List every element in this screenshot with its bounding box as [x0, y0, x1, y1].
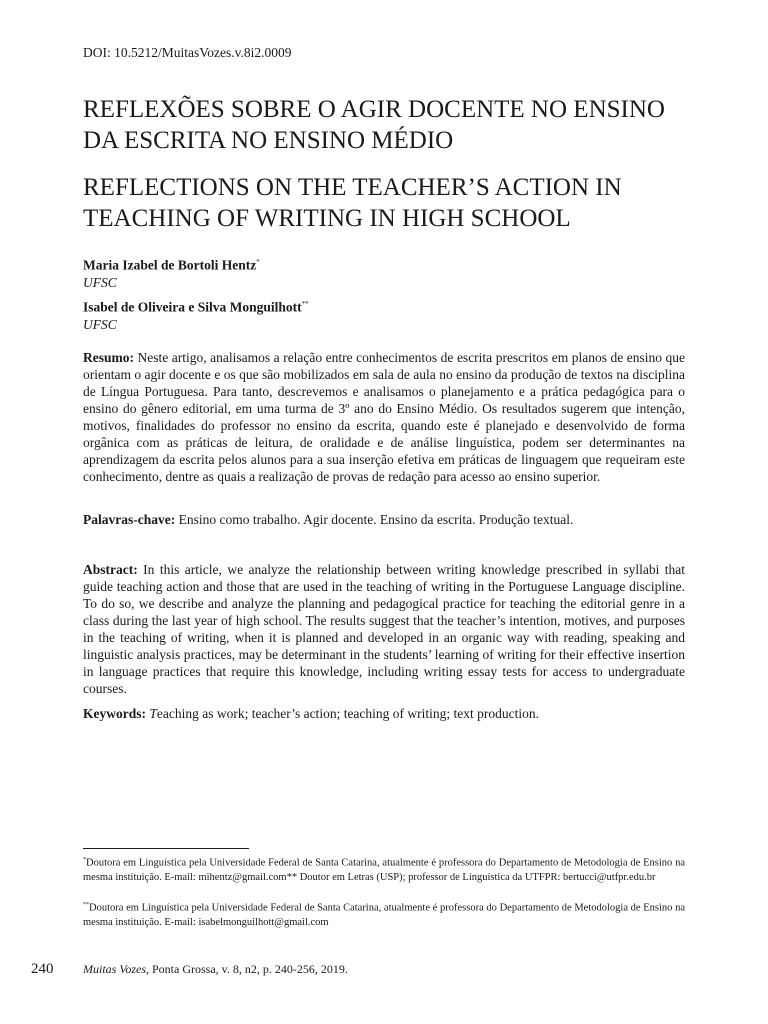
running-footer: [83, 962, 348, 977]
journal-name: Muitas Vozes: [83, 962, 146, 976]
footnote-marker: *: [256, 258, 260, 266]
author-name: Maria Izabel de Bortoli Hentz: [83, 257, 257, 273]
doi: DOI: 10.5212/MuitasVozes.v.8i2.0009: [83, 45, 292, 60]
resumo-text: Neste artigo, analisamos a relação entre conhecimentos de escrita prescritos em planos de ensino que orientam o agir docente e os que são mobilizados em sala de aula no ensino da produção de textos na disciplina de Língua Portuguesa. Para tanto, descrevemos e analisamos o planejamento e a prática pedagógica para o ensino do gênero editorial, em uma turma de 3º ano do Ensino Médio. Os resultados sugerem que intenção, motivos, finalidades do professor no ensino da escrita, quando este é planejado e desenvolvido de forma orgânica com as práticas de leitura, de oralidade e de análise linguística, podem ser determinantes na aprendizagem da escrita pelos alunos para a sua inserção efetiva em práticas de linguagem que requeiram este conhecimento, dentre as quais a realização de provas de redação para acesso ao ensino superior.: [83, 350, 686, 484]
footnote-marker: **: [83, 902, 89, 908]
abstract-text: In this article, we analyze the relationship between writing knowledge prescribed in syllabi that guide teaching action and those that are used in the teaching of writing in the Portuguese Language discipline. To do so, we describe and analyze the planning and pedagogical practice for teaching the editorial genre in a class during the last year of high school. The results suggest that the teacher’s intention, motives, and purposes in the teaching of writing, when it is planned and developed in an organic way with reading, speaking and linguistic analysis practices, may be determinant in the students’ learning of writing for their effective insertion in language practices that require this knowledge, including writing essay tests for access to undergraduate courses.: [83, 562, 685, 696]
resumo-label: Resumo:: [83, 350, 134, 365]
abstract-paragraph: [83, 561, 685, 697]
author-1: [83, 254, 260, 291]
title-portuguese: REFLEXÕES SOBRE O AGIR DOCENTE NO ENSINO DA ESCRITA NO ENSINO MÉDIO: [83, 96, 665, 154]
keywords-first-letter: T: [149, 706, 157, 721]
author-name: Isabel de Oliveira e Silva Monguilhott: [83, 299, 302, 315]
footnote-marker: *: [83, 857, 86, 863]
footnote-text: Doutora em Linguística pela Universidade Federal de Santa Catarina, atualmente é professora do Departamento de Metodologia de Ensino na mesma instituição. E-mail: isabelmonguilhott@gmail.com: [83, 902, 685, 928]
author-affiliation: UFSC: [83, 316, 117, 332]
footnote-text: Doutora em Linguística pela Universidade Federal de Santa Catarina, atualmente é professora do Departamento de Metodologia de Ensino na mesma instituição. E-mail: mihentz@gmail.com** Doutor em Letras (USP); professor de Linguística da UTFPR: bertucci@utfpr.edu.br: [83, 857, 685, 883]
palavras-chave-label: Palavras-chave:: [83, 512, 176, 527]
keywords-label: Keywords:: [83, 706, 146, 721]
footnote-divider: [83, 848, 249, 849]
abstract-label: Abstract:: [83, 562, 138, 577]
author-2: [83, 296, 309, 333]
footnote-marker: **: [301, 300, 309, 308]
citation-details: , Ponta Grossa, v. 8, n2, p. 240-256, 2019.: [146, 962, 348, 976]
keywords-paragraph: [83, 705, 685, 722]
resumo-paragraph: [83, 349, 685, 485]
footnote-1: [83, 853, 685, 885]
page-number: 240: [31, 961, 54, 977]
footnote-2: [83, 898, 685, 930]
palavras-chave-paragraph: [83, 511, 685, 528]
palavras-chave-text: Ensino como trabalho. Agir docente. Ensino da escrita. Produção textual.: [178, 512, 574, 527]
keywords-text: eaching as work; teacher’s action; teaching of writing; text production.: [156, 706, 540, 721]
author-affiliation: UFSC: [83, 274, 117, 290]
title-english: REFLECTIONS ON THE TEACHER’S ACTION IN TEACHING OF WRITING IN HIGH SCHOOL: [83, 174, 622, 232]
